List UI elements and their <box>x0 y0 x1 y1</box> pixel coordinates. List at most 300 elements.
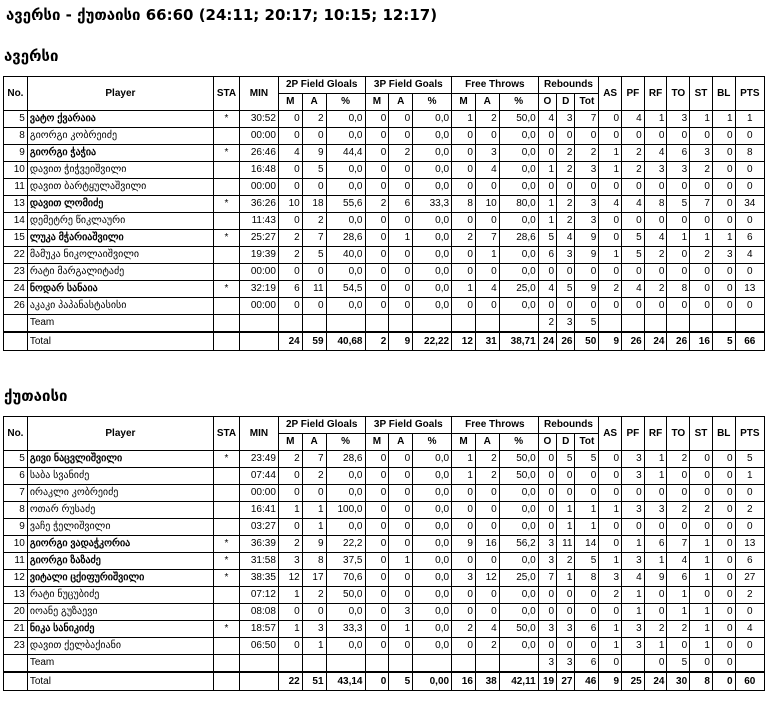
stat-pts: 8 <box>735 145 764 162</box>
minutes-played: 07:44 <box>239 468 278 485</box>
stat-a2: 0 <box>302 604 326 621</box>
stat-tot: 3 <box>575 213 599 230</box>
stat-d: 4 <box>557 230 575 247</box>
stat-mft: 0 <box>452 485 476 502</box>
stat-p2: 55,6 <box>326 196 365 213</box>
stat-pts: 2 <box>735 502 764 519</box>
stat-pts: 6 <box>735 553 764 570</box>
header-player: Player <box>27 77 213 111</box>
stat-pf: 0 <box>622 128 645 145</box>
stat-p3: 0,0 <box>413 553 452 570</box>
stat-pft: 80,0 <box>499 196 538 213</box>
stat-st: 1 <box>690 621 713 638</box>
stat-p3: 0,0 <box>413 247 452 264</box>
stat-bl: 3 <box>712 247 735 264</box>
stat-pts: 0 <box>735 264 764 281</box>
player-name: გიორგი ზაზაძე <box>27 553 213 570</box>
player-number: 9 <box>4 145 28 162</box>
stat-as: 0 <box>599 536 622 553</box>
stat-p3: 0,0 <box>413 298 452 315</box>
stat-m2: 6 <box>278 281 302 298</box>
stat-a3: 0 <box>389 281 413 298</box>
stat-mft <box>452 655 476 673</box>
stat-pft: 0,0 <box>499 553 538 570</box>
stat-as <box>599 315 622 333</box>
stat-m2: 12 <box>278 570 302 587</box>
player-number: 13 <box>4 587 28 604</box>
starter-mark: * <box>213 553 239 570</box>
stat-pft: 0,0 <box>499 162 538 179</box>
player-number: 9 <box>4 519 28 536</box>
stat-o: 0 <box>538 604 556 621</box>
subheader-m: M <box>278 434 302 451</box>
total-as: 9 <box>599 332 622 351</box>
minutes-played: 16:41 <box>239 502 278 519</box>
player-row <box>4 281 765 298</box>
header-rf: RF <box>644 77 667 111</box>
minutes-played: 36:26 <box>239 196 278 213</box>
stat-a2 <box>302 315 326 333</box>
stat-mft: 0 <box>452 298 476 315</box>
stat-as: 0 <box>599 519 622 536</box>
header-pts: PTS <box>735 417 764 451</box>
stat-pft: 0,0 <box>499 213 538 230</box>
minutes-played: 16:48 <box>239 162 278 179</box>
header-2p-field-goals: 2P Field Gloals <box>278 417 365 434</box>
stat-pf: 3 <box>622 621 645 638</box>
stat-d: 1 <box>557 502 575 519</box>
stat-aft: 4 <box>475 162 499 179</box>
stat-pts: 34 <box>735 196 764 213</box>
subheader-m: M <box>365 94 389 111</box>
stat-m3: 0 <box>365 485 389 502</box>
stat-d: 5 <box>557 281 575 298</box>
header-sta: STA <box>213 77 239 111</box>
stat-p3: 0,0 <box>413 179 452 196</box>
stat-rf <box>644 315 667 333</box>
stat-rf: 0 <box>644 587 667 604</box>
subheader-o: O <box>538 434 556 451</box>
stat-mft: 1 <box>452 111 476 128</box>
stat-pf: 3 <box>622 553 645 570</box>
stat-st: 1 <box>690 536 713 553</box>
stat-tot: 6 <box>575 655 599 673</box>
stat-as: 4 <box>599 196 622 213</box>
stat-p2: 28,6 <box>326 451 365 468</box>
stat-to: 0 <box>667 298 690 315</box>
total-p2: 40,68 <box>326 332 365 351</box>
stat-aft: 1 <box>475 247 499 264</box>
stat-pts: 0 <box>735 128 764 145</box>
player-name: ნოდარ სანაია <box>27 281 213 298</box>
stat-tot: 7 <box>575 111 599 128</box>
stat-a2: 2 <box>302 213 326 230</box>
stat-pts: 1 <box>735 111 764 128</box>
stat-m2: 1 <box>278 587 302 604</box>
total-a3: 5 <box>389 672 413 691</box>
player-row <box>4 196 765 213</box>
starter-mark <box>213 502 239 519</box>
stat-to: 4 <box>667 553 690 570</box>
stat-rf: 1 <box>644 111 667 128</box>
stat-tot: 0 <box>575 468 599 485</box>
player-row <box>4 111 765 128</box>
starter-mark <box>213 264 239 281</box>
header-no: No. <box>4 77 28 111</box>
starter-mark <box>213 485 239 502</box>
total-o: 24 <box>538 332 556 351</box>
stat-a3: 6 <box>389 196 413 213</box>
total-st: 16 <box>690 332 713 351</box>
stat-a2: 9 <box>302 145 326 162</box>
stat-as: 0 <box>599 468 622 485</box>
stat-d: 5 <box>557 451 575 468</box>
stat-pft: 0,0 <box>499 145 538 162</box>
player-row <box>4 145 765 162</box>
player-name: საბა სვანიძე <box>27 468 213 485</box>
stat-p3: 33,3 <box>413 196 452 213</box>
stat-pts: 5 <box>735 451 764 468</box>
stat-p2: 28,6 <box>326 230 365 247</box>
stat-p3: 0,0 <box>413 519 452 536</box>
stat-pf: 4 <box>622 281 645 298</box>
stat-p2: 0,0 <box>326 519 365 536</box>
stat-a2: 5 <box>302 162 326 179</box>
stat-mft: 8 <box>452 196 476 213</box>
stat-a2: 18 <box>302 196 326 213</box>
total-mft: 16 <box>452 672 476 691</box>
stat-a3: 0 <box>389 468 413 485</box>
stat-a3: 0 <box>389 536 413 553</box>
box-score-table-away <box>3 416 765 691</box>
stat-a3: 0 <box>389 247 413 264</box>
minutes-played: 08:08 <box>239 604 278 621</box>
stat-tot: 0 <box>575 638 599 655</box>
stat-m3: 0 <box>365 230 389 247</box>
stat-p3: 0,0 <box>413 621 452 638</box>
stat-as: 0 <box>599 655 622 673</box>
stat-rf: 8 <box>644 196 667 213</box>
total-pf: 26 <box>622 332 645 351</box>
total-pts: 60 <box>735 672 764 691</box>
stat-a2: 0 <box>302 298 326 315</box>
subheader-pct: % <box>326 434 365 451</box>
total-m3: 0 <box>365 672 389 691</box>
total-m3: 2 <box>365 332 389 351</box>
minutes-played: 31:58 <box>239 553 278 570</box>
stat-tot: 0 <box>575 587 599 604</box>
stat-p3: 0,0 <box>413 502 452 519</box>
stat-bl: 0 <box>712 621 735 638</box>
stat-p3: 0,0 <box>413 638 452 655</box>
stat-rf: 0 <box>644 179 667 196</box>
stat-tot: 6 <box>575 621 599 638</box>
total-row <box>4 672 765 691</box>
player-row <box>4 587 765 604</box>
total-empty-no <box>4 332 28 351</box>
subheader-o: O <box>538 94 556 111</box>
stat-p3: 0,0 <box>413 162 452 179</box>
player-number: 11 <box>4 179 28 196</box>
stat-aft: 7 <box>475 230 499 247</box>
stat-aft: 0 <box>475 298 499 315</box>
starter-mark <box>213 247 239 264</box>
stat-aft: 10 <box>475 196 499 213</box>
starter-mark: * <box>213 111 239 128</box>
stat-bl: 0 <box>712 553 735 570</box>
player-row <box>4 179 765 196</box>
stat-a3: 0 <box>389 485 413 502</box>
stat-a2: 0 <box>302 485 326 502</box>
minutes-played: 26:46 <box>239 145 278 162</box>
stat-m2: 0 <box>278 638 302 655</box>
stat-pf: 0 <box>622 264 645 281</box>
stat-pft: 0,0 <box>499 179 538 196</box>
stat-aft: 0 <box>475 502 499 519</box>
stat-m3 <box>365 655 389 673</box>
stat-pts: 0 <box>735 519 764 536</box>
player-row <box>4 247 765 264</box>
stat-m2: 0 <box>278 111 302 128</box>
stat-pts: 1 <box>735 468 764 485</box>
stat-a2: 1 <box>302 502 326 519</box>
total-empty-min <box>239 332 278 351</box>
player-row <box>4 621 765 638</box>
stat-m2: 2 <box>278 247 302 264</box>
stat-pf: 4 <box>622 570 645 587</box>
stat-o: 0 <box>538 298 556 315</box>
stat-tot: 14 <box>575 536 599 553</box>
starter-mark: * <box>213 621 239 638</box>
stat-o: 0 <box>538 502 556 519</box>
stat-a3: 0 <box>389 179 413 196</box>
stat-pft: 50,0 <box>499 621 538 638</box>
stat-pf: 1 <box>622 587 645 604</box>
stat-d: 0 <box>557 128 575 145</box>
stat-a2: 7 <box>302 451 326 468</box>
stat-d: 3 <box>557 247 575 264</box>
stat-as: 0 <box>599 264 622 281</box>
stat-a3: 0 <box>389 570 413 587</box>
stat-pft: 0,0 <box>499 247 538 264</box>
player-name: გიორგი ვადაჭკორია <box>27 536 213 553</box>
subheader-a: A <box>302 94 326 111</box>
stat-st: 0 <box>690 655 713 673</box>
player-number: 8 <box>4 128 28 145</box>
stat-st: 1 <box>690 570 713 587</box>
stat-st: 0 <box>690 468 713 485</box>
stat-to: 0 <box>667 213 690 230</box>
stat-rf: 0 <box>644 128 667 145</box>
player-name: ვაჩე ჭელიშვილი <box>27 519 213 536</box>
stat-m3: 0 <box>365 638 389 655</box>
stat-bl: 0 <box>712 519 735 536</box>
total-pf: 25 <box>622 672 645 691</box>
stat-mft: 0 <box>452 502 476 519</box>
stat-m3: 0 <box>365 281 389 298</box>
stat-p3: 0,0 <box>413 111 452 128</box>
total-pts: 66 <box>735 332 764 351</box>
stat-mft: 0 <box>452 128 476 145</box>
stat-m2: 2 <box>278 230 302 247</box>
stat-a2: 11 <box>302 281 326 298</box>
stat-p2: 54,5 <box>326 281 365 298</box>
stat-aft: 3 <box>475 145 499 162</box>
stat-aft: 2 <box>475 451 499 468</box>
stat-bl: 0 <box>712 145 735 162</box>
stat-mft: 0 <box>452 264 476 281</box>
stat-aft <box>475 315 499 333</box>
total-as: 9 <box>599 672 622 691</box>
subheader-m: M <box>452 434 476 451</box>
stat-bl: 0 <box>712 213 735 230</box>
stat-o: 4 <box>538 111 556 128</box>
stat-a2: 0 <box>302 179 326 196</box>
player-name: გიორგი კობრეიძე <box>27 128 213 145</box>
player-number: 12 <box>4 570 28 587</box>
header-bl: BL <box>712 417 735 451</box>
player-name: რატი ნუცუბიძე <box>27 587 213 604</box>
total-a2: 59 <box>302 332 326 351</box>
stat-d: 3 <box>557 315 575 333</box>
header-as: AS <box>599 417 622 451</box>
minutes-played: 23:49 <box>239 451 278 468</box>
stat-as: 0 <box>599 485 622 502</box>
stat-to: 1 <box>667 230 690 247</box>
stat-pts: 4 <box>735 621 764 638</box>
stat-p2: 0,0 <box>326 213 365 230</box>
stat-m2: 0 <box>278 468 302 485</box>
stat-d: 0 <box>557 485 575 502</box>
stat-m3: 0 <box>365 587 389 604</box>
starter-mark: * <box>213 145 239 162</box>
stat-pf: 1 <box>622 604 645 621</box>
stat-pts: 0 <box>735 604 764 621</box>
stat-a3: 1 <box>389 230 413 247</box>
player-number: 11 <box>4 553 28 570</box>
player-number <box>4 315 28 333</box>
stat-pft: 25,0 <box>499 281 538 298</box>
stat-st: 0 <box>690 213 713 230</box>
starter-mark: * <box>213 570 239 587</box>
stat-m3: 0 <box>365 502 389 519</box>
stat-pts: 6 <box>735 230 764 247</box>
stat-pf: 0 <box>622 179 645 196</box>
stat-st: 0 <box>690 298 713 315</box>
stat-to: 3 <box>667 162 690 179</box>
player-number: 23 <box>4 264 28 281</box>
player-name: დავით ლომიძე <box>27 196 213 213</box>
stat-as: 1 <box>599 145 622 162</box>
stat-pf: 2 <box>622 145 645 162</box>
stat-m3: 2 <box>365 196 389 213</box>
player-number: 22 <box>4 247 28 264</box>
stat-p2 <box>326 315 365 333</box>
player-row <box>4 128 765 145</box>
stat-to: 0 <box>667 179 690 196</box>
stat-as: 1 <box>599 638 622 655</box>
stat-bl <box>712 315 735 333</box>
stat-bl: 1 <box>712 230 735 247</box>
stat-o: 3 <box>538 536 556 553</box>
player-number: 10 <box>4 162 28 179</box>
subheader-pct: % <box>413 434 452 451</box>
stat-o: 1 <box>538 162 556 179</box>
player-row <box>4 213 765 230</box>
total-label: Total <box>27 332 213 351</box>
stat-mft: 0 <box>452 247 476 264</box>
stat-tot: 5 <box>575 315 599 333</box>
stat-p3: 0,0 <box>413 264 452 281</box>
stat-as: 0 <box>599 230 622 247</box>
stat-m3: 0 <box>365 264 389 281</box>
stat-d: 2 <box>557 196 575 213</box>
header-rf: RF <box>644 417 667 451</box>
stat-tot: 0 <box>575 485 599 502</box>
total-to: 30 <box>667 672 690 691</box>
minutes-played: 00:00 <box>239 298 278 315</box>
stat-pf <box>622 655 645 673</box>
total-bl: 0 <box>712 672 735 691</box>
stat-rf: 9 <box>644 570 667 587</box>
subheader-a: A <box>475 94 499 111</box>
team-name-home: ავერსი <box>4 47 59 65</box>
stat-p2: 40,0 <box>326 247 365 264</box>
stat-pf: 0 <box>622 213 645 230</box>
stat-m3: 0 <box>365 468 389 485</box>
stat-rf: 0 <box>644 519 667 536</box>
stat-as: 2 <box>599 587 622 604</box>
total-empty-sta <box>213 672 239 691</box>
stat-st: 0 <box>690 451 713 468</box>
stat-st: 2 <box>690 162 713 179</box>
stat-p2: 0,0 <box>326 298 365 315</box>
stat-m2 <box>278 315 302 333</box>
game-title: ავერსი - ქუთაისი 66:60 (24:11; 20:17; 10:15; 12:17) <box>6 6 438 24</box>
player-name: ნიკა სანიკიძე <box>27 621 213 638</box>
player-row <box>4 502 765 519</box>
stat-bl: 0 <box>712 451 735 468</box>
minutes-played: 18:57 <box>239 621 278 638</box>
stat-o: 0 <box>538 179 556 196</box>
stat-pf: 3 <box>622 468 645 485</box>
player-row <box>4 315 765 333</box>
stat-d: 0 <box>557 587 575 604</box>
player-name: იოანე გუზაევი <box>27 604 213 621</box>
stat-aft: 0 <box>475 485 499 502</box>
stat-to: 2 <box>667 502 690 519</box>
stat-bl: 0 <box>712 196 735 213</box>
stat-aft: 0 <box>475 519 499 536</box>
stat-d: 0 <box>557 604 575 621</box>
stat-a2: 8 <box>302 553 326 570</box>
stat-p3: 0,0 <box>413 587 452 604</box>
total-empty-min <box>239 672 278 691</box>
stat-a2: 0 <box>302 128 326 145</box>
subheader-pct: % <box>499 94 538 111</box>
total-aft: 31 <box>475 332 499 351</box>
stat-bl: 0 <box>712 128 735 145</box>
stat-rf: 4 <box>644 145 667 162</box>
stat-m2: 0 <box>278 162 302 179</box>
stat-o: 0 <box>538 128 556 145</box>
stat-o: 1 <box>538 213 556 230</box>
stat-pts: 27 <box>735 570 764 587</box>
stat-pf: 0 <box>622 519 645 536</box>
total-tot: 46 <box>575 672 599 691</box>
stat-pf <box>622 315 645 333</box>
total-pft: 42,11 <box>499 672 538 691</box>
